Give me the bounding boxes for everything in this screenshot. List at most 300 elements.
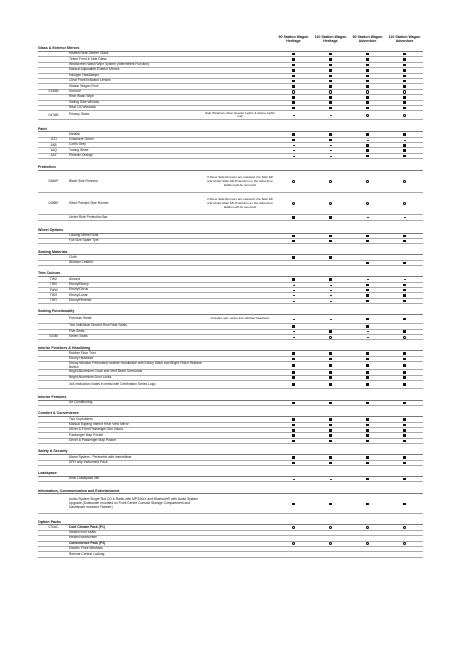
standard-square-icon	[329, 402, 332, 405]
feature-note: Side Windows, Rear Quarter Lights & Alpine Lights only	[205, 110, 275, 119]
availability-cell	[349, 462, 386, 465]
standard-square-icon	[366, 85, 369, 88]
option-code: TWV	[49, 282, 58, 287]
standard-square-icon	[329, 424, 332, 427]
availability-cell	[349, 217, 386, 218]
standard-square-icon	[329, 235, 332, 238]
option-code: 070AC	[48, 524, 59, 529]
not-available-dash-icon	[330, 290, 332, 291]
option-circle-icon	[366, 114, 369, 117]
availability-cell	[349, 424, 386, 427]
feature-description: Ebony/Cirrus	[69, 287, 89, 292]
availability-cell	[386, 180, 423, 183]
not-available-dash-icon	[293, 115, 295, 116]
standard-square-icon	[403, 101, 406, 104]
availability-cell	[386, 69, 423, 72]
availability-cell	[386, 90, 423, 93]
availability-cell	[275, 145, 312, 146]
not-available-dash-icon	[367, 140, 369, 141]
availability-cell	[312, 526, 349, 529]
availability-cell	[312, 145, 349, 146]
standard-square-icon	[403, 318, 406, 321]
standard-square-icon	[292, 240, 295, 243]
standard-square-icon	[292, 53, 295, 56]
option-code: TWX	[49, 292, 58, 297]
not-available-dash-icon	[330, 156, 332, 157]
availability-cell	[312, 278, 349, 281]
availability-cell	[312, 64, 349, 67]
availability-cell	[312, 402, 349, 405]
standard-square-icon	[292, 69, 295, 72]
availability-cell	[386, 542, 423, 545]
availability-cell	[386, 424, 423, 427]
availability-cell	[349, 542, 386, 545]
availability-cell	[275, 80, 312, 83]
spec-row	[38, 401, 423, 406]
availability-cell	[386, 101, 423, 104]
availability-cell	[275, 371, 312, 374]
availability-cell	[312, 58, 349, 61]
availability-cell	[275, 290, 312, 291]
spec-table-body	[38, 47, 423, 558]
standard-square-icon	[329, 96, 332, 99]
availability-cell	[275, 331, 312, 332]
availability-cell	[312, 295, 349, 296]
standard-square-icon	[366, 284, 369, 287]
not-available-dash-icon	[367, 279, 369, 280]
availability-cell	[386, 284, 423, 287]
not-available-dash-icon	[330, 301, 332, 302]
availability-cell	[349, 69, 386, 72]
availability-cell	[312, 479, 349, 480]
availability-cell	[349, 107, 386, 110]
option-circle-icon	[329, 202, 332, 205]
standard-square-icon	[329, 133, 332, 136]
column-header-110-adventure: 110 Station Wagon Adventure	[388, 34, 421, 43]
availability-cell	[349, 331, 386, 332]
feature-description: Windscreen Wash Wipe System (Intermittent Function)	[69, 62, 150, 67]
availability-cell	[312, 456, 349, 459]
availability-cell	[349, 279, 386, 280]
availability-cell	[349, 58, 386, 61]
option-circle-icon	[366, 526, 369, 529]
availability-cell	[349, 456, 386, 459]
feature-note: If these Side Runners are selected, the Side Sill and Under Ride Sill Protection on the Adventure Edition will be removed	[207, 175, 273, 187]
standard-square-icon	[292, 429, 295, 432]
standard-square-icon	[329, 503, 332, 506]
availability-cell	[386, 383, 423, 386]
availability-cell	[312, 434, 349, 437]
not-available-dash-icon	[293, 301, 295, 302]
availability-cell	[275, 295, 312, 296]
option-circle-icon	[403, 180, 406, 183]
standard-square-icon	[366, 456, 369, 459]
specification-sheet	[38, 34, 423, 558]
availability-cell	[275, 424, 312, 427]
availability-cell	[312, 424, 349, 427]
column-header-110-heritage: 110 Station Wagon Heritage	[314, 34, 347, 43]
option-circle-icon	[403, 542, 406, 545]
column-header-90-adventure: 90 Station Wagon Adventure	[352, 34, 383, 43]
feature-description: Sunroof	[69, 89, 81, 94]
availability-cell	[386, 364, 423, 367]
standard-square-icon	[329, 85, 332, 88]
availability-cell	[312, 235, 349, 238]
availability-cell	[349, 235, 386, 238]
feature-description: Tinted Front & Side Glass	[69, 56, 107, 61]
standard-square-icon	[403, 429, 406, 432]
availability-cell	[312, 69, 349, 72]
availability-cell	[386, 114, 423, 117]
option-code: 019AB	[48, 89, 59, 94]
availability-cell	[275, 418, 312, 421]
standard-square-icon	[329, 352, 332, 355]
feature-description: Almond	[69, 276, 81, 281]
standard-square-icon	[403, 96, 406, 99]
availability-cell	[349, 140, 386, 141]
not-available-dash-icon	[330, 285, 332, 286]
feature-description: Black Side Runners	[69, 178, 98, 183]
availability-cell	[275, 319, 312, 320]
availability-cell	[349, 402, 386, 405]
option-circle-icon	[403, 336, 406, 339]
feature-description: Bright Aluminium Door Locks	[69, 374, 112, 379]
availability-cell	[275, 69, 312, 72]
header-spacer	[38, 34, 275, 47]
availability-cell	[312, 216, 349, 219]
availability-cell	[312, 383, 349, 386]
availability-cell	[386, 58, 423, 61]
standard-square-icon	[366, 69, 369, 72]
option-circle-icon	[292, 202, 295, 205]
not-available-dash-icon	[330, 319, 332, 320]
availability-cell	[275, 139, 312, 142]
feature-description: Locking Wheel Nuts	[69, 232, 99, 237]
availability-cell	[386, 85, 423, 88]
availability-cell	[275, 85, 312, 88]
feature-description: Cold Climate Pack (P1)	[69, 524, 105, 529]
availability-cell	[312, 429, 349, 432]
availability-cell	[275, 364, 312, 367]
availability-cell	[386, 371, 423, 374]
availability-cell	[275, 53, 312, 56]
availability-cell	[349, 418, 386, 421]
standard-square-icon	[292, 101, 295, 104]
availability-cell	[349, 376, 386, 379]
feature-description: Silver Painted Side Runner	[69, 200, 109, 205]
option-code: TWW	[49, 287, 58, 292]
availability-cell	[312, 364, 349, 367]
standard-square-icon	[366, 478, 369, 481]
spec-row	[38, 215, 423, 220]
availability-cell	[275, 429, 312, 432]
availability-cell	[349, 180, 386, 183]
spec-row	[38, 477, 423, 482]
feature-description: Two Individual Second Row Rear Seats	[69, 323, 127, 328]
standard-square-icon	[292, 456, 295, 459]
standard-square-icon	[329, 69, 332, 72]
standard-square-icon	[292, 424, 295, 427]
standard-square-icon	[366, 358, 369, 361]
option-circle-icon	[292, 542, 295, 545]
availability-cell	[275, 402, 312, 405]
availability-cell	[386, 434, 423, 437]
feature-description: Full Size Spare Tyre	[69, 238, 99, 243]
spec-row	[38, 439, 423, 444]
standard-square-icon	[366, 75, 369, 78]
section-header: Option Packs	[38, 520, 423, 525]
feature-description: Rear Wash Wipe	[69, 94, 94, 99]
standard-square-icon	[366, 300, 369, 303]
standard-square-icon	[403, 462, 406, 465]
standard-square-icon	[292, 503, 295, 506]
not-available-dash-icon	[367, 217, 369, 218]
standard-square-icon	[329, 462, 332, 465]
standard-square-icon	[292, 418, 295, 421]
not-available-dash-icon	[293, 150, 295, 151]
standard-square-icon	[292, 75, 295, 78]
standard-square-icon	[403, 440, 406, 443]
availability-cell	[275, 180, 312, 183]
not-available-dash-icon	[404, 279, 406, 280]
availability-cell	[386, 155, 423, 158]
standard-square-icon	[366, 235, 369, 238]
not-available-dash-icon	[293, 331, 295, 332]
availability-cell	[275, 383, 312, 386]
not-available-dash-icon	[293, 145, 295, 146]
availability-cell	[386, 478, 423, 481]
availability-cell	[349, 262, 386, 265]
availability-cell	[386, 202, 423, 205]
standard-square-icon	[329, 53, 332, 56]
availability-cell	[386, 133, 423, 136]
standard-square-icon	[403, 402, 406, 405]
option-circle-icon	[329, 542, 332, 545]
availability-cell	[386, 289, 423, 292]
standard-square-icon	[329, 75, 332, 78]
standard-square-icon	[329, 330, 332, 333]
availability-cell	[275, 156, 312, 157]
availability-cell	[349, 80, 386, 83]
standard-square-icon	[329, 256, 332, 259]
availability-cell	[349, 133, 386, 136]
feature-note: If these Side Runners are selected, the Side Sill and Under Ride Sill Protection on the Adventure Edition will be removed	[207, 197, 273, 209]
availability-cell	[275, 90, 312, 93]
not-available-dash-icon	[330, 150, 332, 151]
standard-square-icon	[403, 300, 406, 303]
standard-square-icon	[292, 139, 295, 142]
availability-cell	[386, 64, 423, 67]
availability-cell	[275, 285, 312, 286]
availability-cell	[275, 202, 312, 205]
feature-description: Yulong White	[69, 147, 89, 152]
standard-square-icon	[292, 364, 295, 367]
feature-description: Ebony/Lunar	[69, 292, 88, 297]
availability-cell	[349, 440, 386, 443]
section-header: Paint	[38, 127, 423, 132]
spec-row	[38, 171, 423, 193]
feature-description: Cloth	[69, 254, 77, 259]
standard-square-icon	[366, 325, 369, 328]
availability-cell	[275, 462, 312, 465]
availability-cell	[386, 262, 423, 265]
availability-cell	[349, 289, 386, 292]
option-circle-icon	[366, 542, 369, 545]
feature-description: Air Conditioning	[69, 400, 93, 405]
standard-square-icon	[292, 133, 295, 136]
option-code: 1AQ	[50, 148, 57, 153]
standard-square-icon	[366, 289, 369, 292]
standard-square-icon	[292, 462, 295, 465]
not-available-dash-icon	[293, 156, 295, 157]
availability-cell	[312, 301, 349, 302]
availability-cell	[312, 96, 349, 99]
option-circle-icon	[292, 526, 295, 529]
availability-cell	[275, 75, 312, 78]
availability-cell	[275, 256, 312, 259]
standard-square-icon	[329, 216, 332, 219]
feature-description: Audio System Single Slot CD & Radio with MP3/AUX and Bluetooth® with Audio System Upgrade (Subwoofer mounted on Front Centre Console Storage Compartment and Dashboard mounted Tweeter)	[69, 497, 199, 509]
standard-square-icon	[403, 456, 406, 459]
availability-cell	[386, 376, 423, 379]
standard-square-icon	[366, 80, 369, 83]
option-circle-icon	[366, 202, 369, 205]
standard-square-icon	[403, 418, 406, 421]
standard-square-icon	[366, 149, 369, 152]
standard-square-icon	[329, 434, 332, 437]
standard-square-icon	[403, 358, 406, 361]
standard-square-icon	[403, 155, 406, 158]
spec-row	[38, 381, 423, 389]
availability-cell	[275, 101, 312, 104]
feature-description: Alarm System - Perimetric with immobiliser	[69, 454, 132, 459]
availability-cell	[349, 434, 386, 437]
feature-description: Premium Seats	[69, 316, 92, 321]
standard-square-icon	[292, 278, 295, 281]
standard-square-icon	[403, 240, 406, 243]
standard-square-icon	[366, 101, 369, 104]
availability-cell	[386, 352, 423, 355]
option-circle-icon	[403, 526, 406, 529]
feature-description: Metallic	[69, 131, 81, 136]
standard-square-icon	[403, 235, 406, 238]
availability-cell	[275, 96, 312, 99]
standard-square-icon	[329, 101, 332, 104]
standard-square-icon	[292, 107, 295, 110]
option-code: 047AB	[48, 112, 59, 117]
availability-cell	[349, 149, 386, 152]
availability-cell	[312, 240, 349, 243]
standard-square-icon	[292, 440, 295, 443]
availability-cell	[275, 301, 312, 302]
standard-square-icon	[366, 96, 369, 99]
availability-cell	[312, 156, 349, 157]
standard-square-icon	[366, 58, 369, 61]
feature-description: Ebony Windsor Perforated Leather Handbrake with Ebony Stitch and Bright Finish Release Button	[69, 360, 202, 369]
availability-cell	[312, 139, 349, 142]
standard-square-icon	[403, 149, 406, 152]
feature-description: Heated front seats	[69, 530, 96, 535]
standard-square-icon	[366, 240, 369, 243]
availability-cell	[386, 53, 423, 56]
standard-square-icon	[366, 440, 369, 443]
standard-square-icon	[292, 352, 295, 355]
section-header: Loadspace	[38, 472, 423, 477]
standard-square-icon	[366, 371, 369, 374]
availability-cell	[275, 216, 312, 219]
standard-square-icon	[366, 376, 369, 379]
standard-square-icon	[366, 318, 369, 321]
standard-square-icon	[292, 80, 295, 83]
standard-square-icon	[292, 58, 295, 61]
availability-cell	[349, 90, 386, 93]
availability-cell	[275, 352, 312, 355]
option-code: 048AP	[48, 179, 59, 184]
availability-cell	[386, 144, 423, 147]
availability-cell	[275, 115, 312, 116]
option-code: 048BK	[48, 201, 59, 206]
option-code: 1CD	[50, 137, 57, 142]
availability-cell	[312, 371, 349, 374]
feature-description: Phoenix Orange	[69, 153, 93, 158]
availability-cell	[386, 358, 423, 361]
standard-square-icon	[403, 133, 406, 136]
availability-cell	[275, 150, 312, 151]
standard-square-icon	[329, 58, 332, 61]
availability-cell	[275, 503, 312, 506]
availability-cell	[312, 462, 349, 465]
option-circle-icon	[329, 180, 332, 183]
standard-square-icon	[403, 478, 406, 481]
column-header-90-heritage: 90 Station Wagon Heritage	[278, 34, 309, 43]
standard-square-icon	[403, 144, 406, 147]
availability-cell	[275, 107, 312, 110]
availability-cell	[386, 429, 423, 432]
standard-square-icon	[403, 383, 406, 386]
not-available-dash-icon	[293, 295, 295, 296]
section-header: Safety & Security	[38, 450, 423, 455]
not-available-dash-icon	[293, 479, 295, 480]
availability-cell	[349, 294, 386, 297]
feature-description: Rear 1/4 Windows	[69, 105, 96, 110]
availability-cell	[349, 371, 386, 374]
availability-cell	[275, 434, 312, 437]
not-available-dash-icon	[367, 331, 369, 332]
feature-description: Windsor Leather	[69, 260, 94, 265]
availability-cell	[275, 440, 312, 443]
standard-square-icon	[292, 64, 295, 67]
standard-square-icon	[403, 376, 406, 379]
standard-square-icon	[366, 64, 369, 67]
availability-cell	[275, 58, 312, 61]
availability-cell	[349, 75, 386, 78]
option-code: 1AZ	[50, 153, 57, 158]
feature-description: Ebony/Pimento	[69, 298, 92, 303]
availability-cell	[312, 418, 349, 421]
standard-square-icon	[329, 139, 332, 142]
standard-square-icon	[366, 503, 369, 506]
availability-cell	[349, 478, 386, 481]
option-circle-icon	[403, 202, 406, 205]
feature-description: Seven Seats	[69, 334, 88, 339]
standard-square-icon	[403, 330, 406, 333]
availability-cell	[386, 526, 423, 529]
standard-square-icon	[292, 371, 295, 374]
feature-note: Includes rear centre line stitched headrests	[210, 316, 270, 321]
standard-square-icon	[403, 85, 406, 88]
section-header: Comfort & Convenience	[38, 412, 423, 417]
availability-cell	[312, 336, 349, 339]
